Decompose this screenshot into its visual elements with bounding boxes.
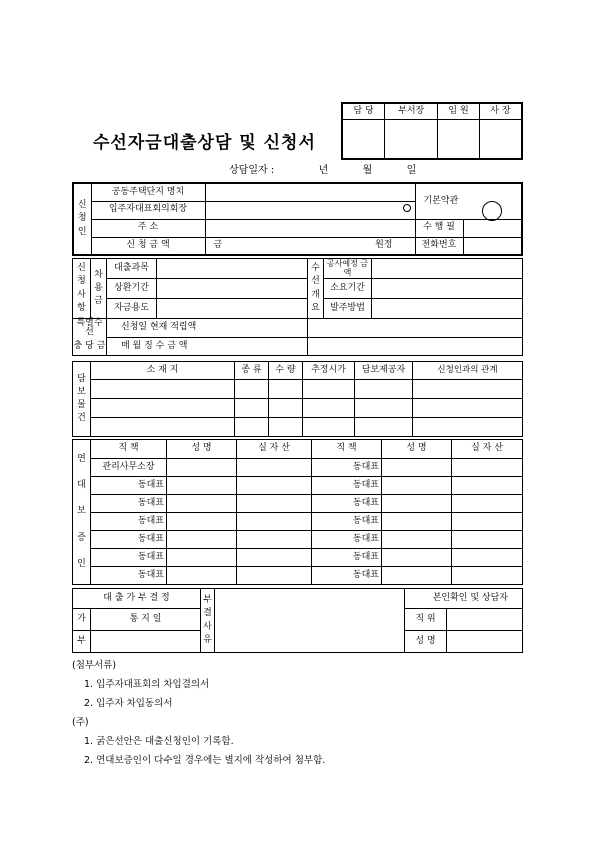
guarantor-row [73,495,523,513]
decision-table [72,588,523,653]
notify-date-label: 통 지 일 [91,609,201,631]
notes [72,656,325,770]
applicant-section-label: 신 청 인 [73,183,91,255]
complex-name-label: 공동주택단지 명치 [91,183,205,201]
confirm-label: 본인확인 및 상담자 [405,589,523,609]
repay-period-field[interactable] [157,279,308,299]
guarantor-table [72,439,523,585]
guarantor-header: 실 자 산 [452,440,523,459]
loan-subject-label: 대출과목 [107,259,157,279]
guarantor-role: 동대표 [312,495,382,513]
collateral-header: 담보제공자 [355,362,413,380]
guarantor-role: 동대표 [312,567,382,585]
cost-estimate-label: 공사예정 금 액 [324,259,372,279]
collateral-section-label: 담 보 물 건 [73,362,91,437]
position-label: 직 위 [405,609,447,631]
consult-date [229,161,416,176]
cost-estimate-field[interactable] [372,259,523,279]
phone-field[interactable] [463,237,522,255]
guarantor-row [73,531,523,549]
name-field[interactable] [447,631,523,653]
duration-field[interactable] [372,279,523,299]
approval-header: 부서장 [385,103,438,119]
monthly-field[interactable] [308,338,523,356]
collateral-header: 추정시가 [303,362,355,380]
approval-sign-cell[interactable] [438,119,480,159]
day-label: 일 [406,165,417,176]
reason-label: 부 결 사 유 [201,589,215,653]
guarantor-role: 동대표 [91,549,167,567]
gabu-label-2: 부 [73,631,91,653]
attach-item: 1. 입주자대표회의 차입결의서 [84,679,210,690]
position-field[interactable] [447,609,523,631]
attach-item: 2. 입주자 차입동의서 [84,698,173,709]
stamp-area [463,219,522,237]
approval-sign-cell[interactable] [342,119,385,159]
current-savings-field[interactable] [308,319,523,338]
guarantor-role: 동대표 [312,549,382,567]
approval-header: 임 원 [438,103,480,119]
fund-use-label: 자금용도 [107,299,157,319]
guarantor-header: 성 명 [382,440,452,459]
order-method-label: 발주방법 [324,299,372,319]
collateral-row [73,399,523,418]
guarantor-role: 동대표 [312,531,382,549]
terms-label: 기본약관 [415,183,522,219]
seal-circle-icon [403,204,411,212]
approval-sign-cell[interactable] [479,119,522,159]
current-savings-label: 신청일 현재 적립액 [107,319,308,338]
chairman-field[interactable] [205,201,415,219]
guarantor-role: 동대표 [91,531,167,549]
guarantor-header: 직 책 [91,440,167,459]
guarantor-role: 동대표 [312,477,382,495]
guarantor-header: 실 자 산 [237,440,312,459]
guarantor-role: 동대표 [91,495,167,513]
monthly-label: 매 월 징 수 금 액 [107,338,308,356]
reason-field[interactable] [215,589,405,653]
note-title: (주) [72,717,89,728]
approval-table [341,102,523,160]
guarantor-header: 성 명 [167,440,237,459]
address-field[interactable] [205,219,415,237]
stamp-label: 수 행 필 [415,219,463,237]
notify-date-field[interactable] [91,631,201,653]
borrow-label: 차 용 금 [91,259,107,319]
collateral-header: 소 재 지 [91,362,235,380]
collateral-table [72,361,523,437]
repay-period-label: 상환기간 [107,279,157,299]
amount-label: 신 청 금 액 [91,237,205,255]
matters-section-label: 신 청 사 항 [73,259,91,319]
collateral-row [73,418,523,437]
approval-header: 사 장 [479,103,522,119]
name-label: 성 명 [405,631,447,653]
guarantor-role: 동대표 [312,513,382,531]
month-label: 월 [362,165,373,176]
special-label-1: 특별수선 [73,319,107,338]
guarantor-row [73,459,523,477]
note-item: 2. 연대보증인이 다수일 경우에는 별지에 작성하여 첨부함. [84,755,326,766]
address-label: 주 소 [91,219,205,237]
approval-header: 담 당 [342,103,385,119]
stamp-circle-icon [482,201,502,221]
guarantor-section-label: 연 대 보 증 인 [73,440,91,585]
page-title: 수선자금대출상담 및 신청서 [93,133,316,153]
approval-sign-cell[interactable] [385,119,438,159]
chairman-label: 입주자대표회의회장 [91,201,205,219]
guarantor-row [73,513,523,531]
order-method-field[interactable] [372,299,523,319]
special-label-2: 충 당 금 [73,338,107,356]
guarantor-row [73,549,523,567]
applicant-table [72,182,523,256]
loan-subject-field[interactable] [157,259,308,279]
guarantor-row [73,567,523,585]
matters-table [72,258,523,356]
fund-use-field[interactable] [157,299,308,319]
repair-label: 수 선 개 요 [308,259,324,319]
collateral-header: 신청인과의 관계 [413,362,523,380]
guarantor-row [73,477,523,495]
complex-name-field[interactable] [205,183,415,201]
collateral-header: 종 류 [235,362,269,380]
phone-label: 전화번호 [415,237,463,255]
collateral-row [73,380,523,399]
guarantor-role: 동대표 [91,477,167,495]
note-item: 1. 굵은선안은 대출신청인이 기록함. [84,736,234,747]
guarantor-role: 동대표 [91,513,167,531]
duration-label: 소요기간 [324,279,372,299]
gabu-label-1: 가 [73,609,91,631]
guarantor-role: 동대표 [312,459,382,477]
guarantor-role: 관리사무소장 [91,459,167,477]
attach-title: (첨부서류) [72,660,117,671]
consult-date-label: 상담일자 : [229,165,275,176]
decision-title: 대 출 가 부 결 정 [73,589,201,609]
year-label: 년 [318,165,329,176]
amount-field[interactable]: 금 원정 [205,237,415,255]
collateral-header: 수 량 [269,362,303,380]
guarantor-role: 동대표 [91,567,167,585]
guarantor-header: 직 책 [312,440,382,459]
